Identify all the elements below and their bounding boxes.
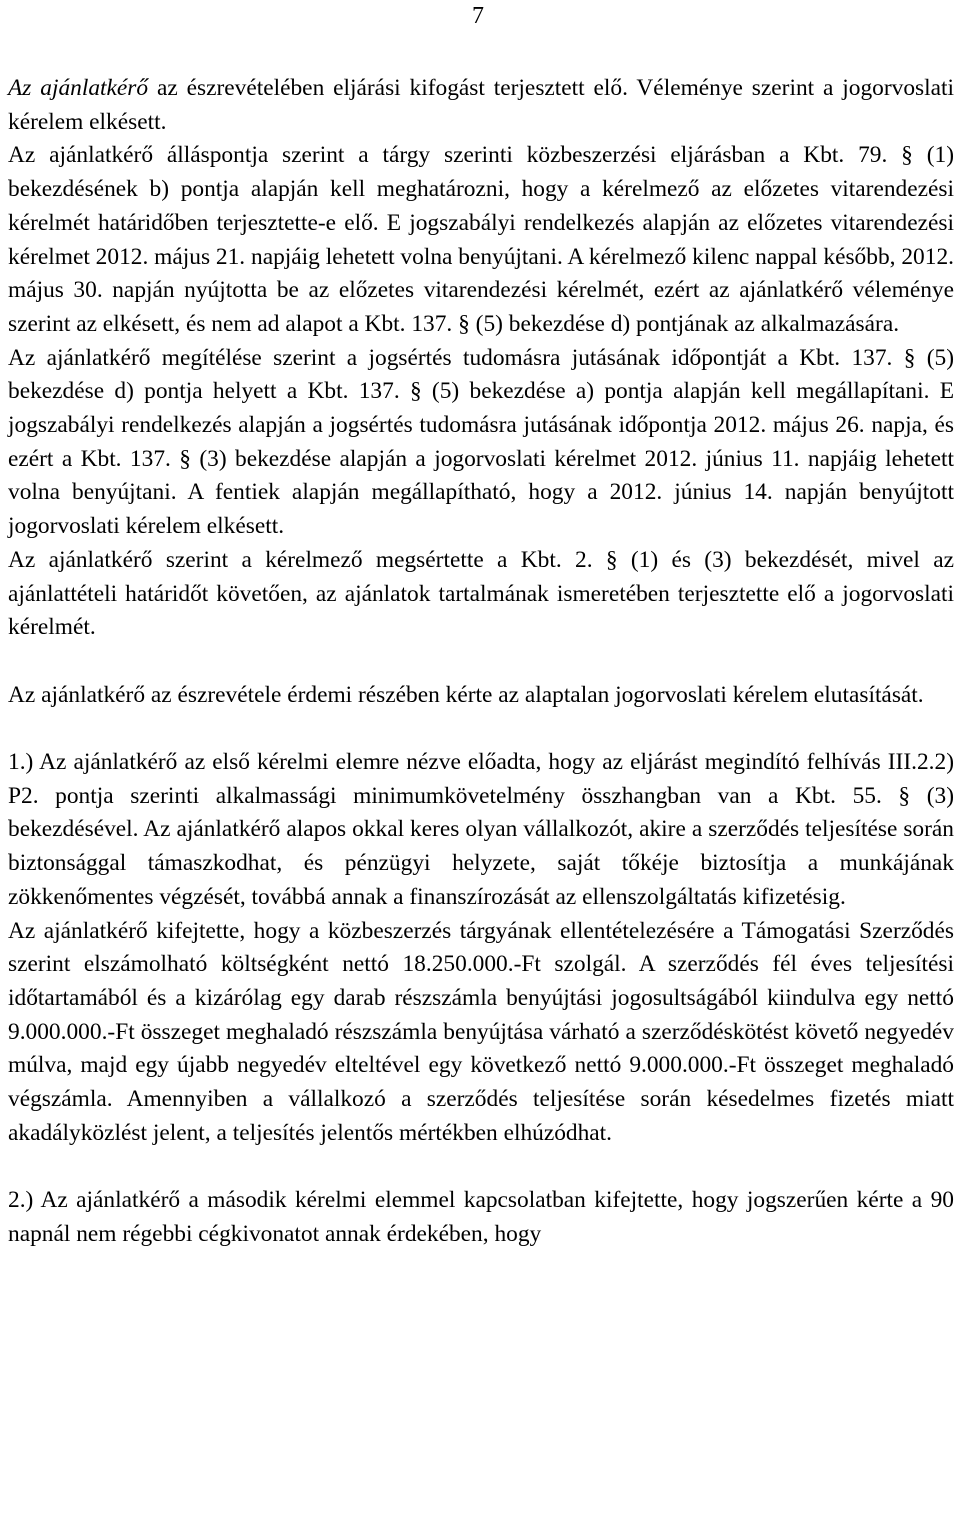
- paragraph-second-element: 2.) Az ajánlatkérő a második kérelmi elemmel kapcsolatban kifejtette, hogy jogszerűen kérte a 90 napnál nem régebbi cégkivonatot annak érdekében, hogy: [8, 1187, 954, 1247]
- italic-lead: Az ajánlatkérő: [8, 75, 149, 101]
- paragraph-request: Az ajánlatkérő az észrevétele érdemi részében kérte az alaptalan jogorvoslati kérelem elutasítását.: [8, 681, 924, 708]
- paragraph-objection: [8, 72, 954, 139]
- document-body: [8, 72, 954, 1252]
- paragraph-violation: Az ajánlatkérő szerint a kérelmező megsértette a Kbt. 2. § (1) és (3) bekezdését, mivel az ajánlattételi határidőt követően, az ajánlatok tartalmának ismeretében terjesztette elő a jogorvoslati kérelmét.: [8, 546, 954, 641]
- paragraph-first-element: 1.) Az ajánlatkérő az első kérelmi elemre nézve előadta, hogy az eljárást megindító felhívás III.2.2) P2. pontja szerinti alkalmassági minimumkövetelmény összhangban van a Kbt. 55. § (3) bekezdésével. Az ajánlatkérő alapos okkal keres olyan vállalkozót, akire a szerződés teljesítése során biztonsággal támaszkodhat, és pénzügyi helyzete, saját tőkéje biztosítja a munkájának zökkenőmentes végzését, továbbá annak a finanszírozását az ellenszolgáltatás kifizetésig.: [8, 749, 954, 910]
- page-number: 7: [472, 3, 484, 29]
- paragraph-position: Az ajánlatkérő álláspontja szerint a tárgy szerinti közbeszerzési eljárásban a Kbt. 79. § (1) bekezdésének b) pontja alapján kell meghatározni, hogy a kérelmező az előzetes vitarendezési kérelmét határidőben terjesztette-e elő. E jogszabályi rendelkezés alapján az előzetes vitarendezési kérelmet 2012. május 21. napjáig lehetett volna benyújtani. A kérelmező kilenc nappal később, 2012. május 30. napján nyújtotta be az előzetes vitarendezési kérelmét, ezért az ajánlatkérő véleménye szerint az elkésett, és nem ad alapot a Kbt. 137. § (5) bekezdése d) pontjának az alkalmazására.: [8, 142, 954, 337]
- paragraph-text: az észrevételében eljárási kifogást terjesztett elő. Véleménye szerint a jogorvoslati kérelem elkésett.: [8, 75, 955, 135]
- paragraph-explanation: Az ajánlatkérő kifejtette, hogy a közbeszerzés tárgyának ellentételezésére a Támogatási Szerződés szerint elszámolható költségként nettó 18.250.000.-Ft szolgál. A szerződés fél éves teljesítési időtartamából és a kizárólag egy darab részszámla benyújtási jogosultságából kiindulva egy nettó 9.000.000.-Ft összeget meghaladó részszámla benyújtása várható a szerződéskötést követő negyedév múlva, majd egy újabb negyedév elteltével egy következő nettó 9.000.000.-Ft összeget meghaladó végszámla. Amennyiben a vállalkozó a szerződés teljesítése során késedelmes fizetés miatt akadályközlést jelent, a teljesítés jelentős mértékben elhúzódhat.: [8, 917, 954, 1146]
- paragraph-assessment: Az ajánlatkérő megítélése szerint a jogsértés tudomásra jutásának időpontját a Kbt. 137. § (5) bekezdése d) pontja helyett a Kbt. 137. § (5) bekezdése a) pontja alapján kell megállapítani. E jogszabályi rendelkezés alapján a jogsértés tudomásra jutásának időpontja 2012. május 26. napja, és ezért a Kbt. 137. § (3) bekezdése alapján a jogorvoslati kérelmet 2012. június 11. napjáig lehetett volna benyújtani. A fentiek alapján megállapítható, hogy a 2012. június 14. napján benyújtott jogorvoslati kérelem elkésett.: [8, 344, 954, 540]
